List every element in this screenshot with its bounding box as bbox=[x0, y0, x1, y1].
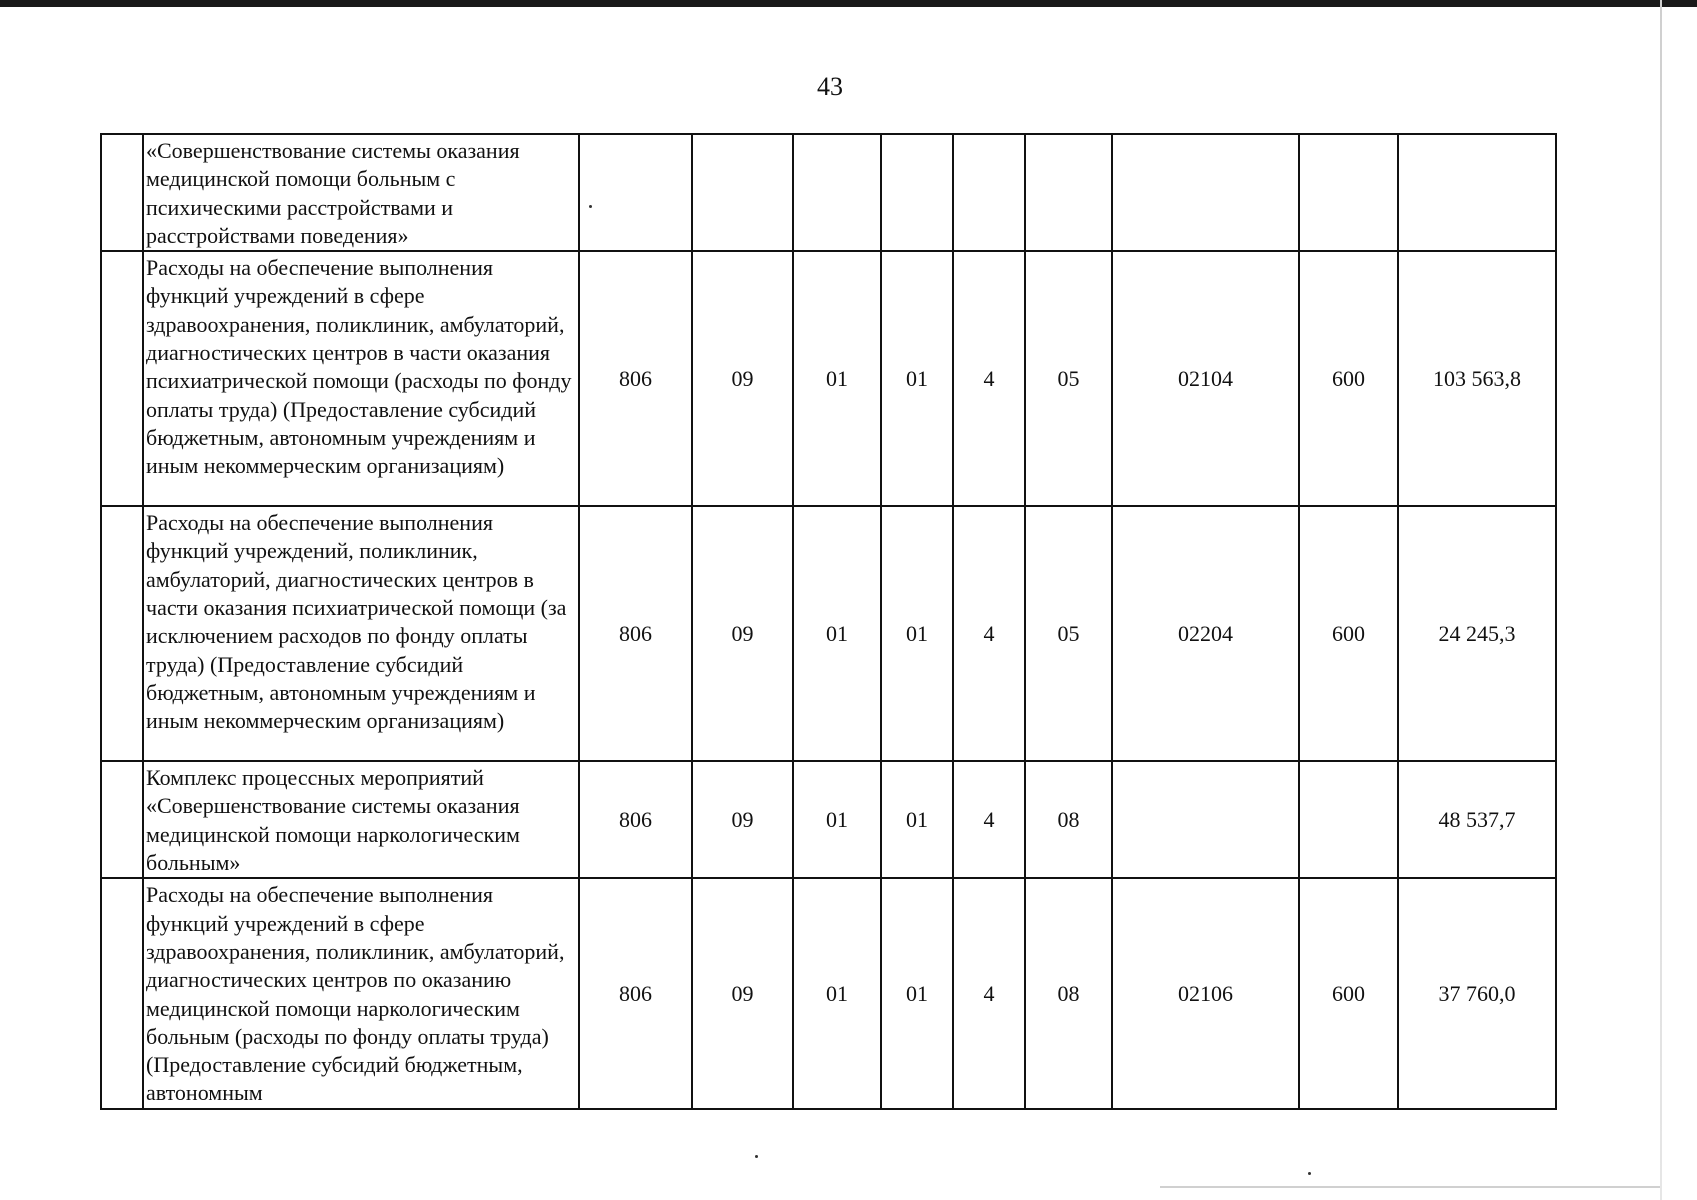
subprogram-code-cell: 4 bbox=[953, 251, 1025, 506]
table-row bbox=[101, 251, 1556, 506]
subsection-cell: 01 bbox=[793, 878, 881, 1108]
section-cell: 09 bbox=[692, 251, 793, 506]
item-name-cell: Расходы на обеспечение выполнения функций учреждений в сфере здравоохранения, поликлиник, амбулаторий, диагностических центров в части оказания психиатрической помощи (расходы по фонду оплаты труда) (Предоставление субсидий бюджетным, автономным учреждениям и иным некоммерческим организациям) bbox=[143, 251, 579, 506]
blank-cell bbox=[101, 761, 143, 878]
direction-code-cell: 02204 bbox=[1112, 506, 1299, 761]
expense-type-cell: 600 bbox=[1299, 251, 1398, 506]
ved-cell bbox=[579, 134, 692, 251]
amount-cell: 48 537,7 bbox=[1398, 761, 1556, 878]
direction-code-cell: 02104 bbox=[1112, 251, 1299, 506]
activity-code-cell bbox=[1025, 134, 1112, 251]
ved-cell: 806 bbox=[579, 878, 692, 1108]
activity-code-cell: 05 bbox=[1025, 506, 1112, 761]
blank-cell bbox=[101, 251, 143, 506]
program-code-cell bbox=[881, 134, 953, 251]
ved-cell: 806 bbox=[579, 251, 692, 506]
section-cell bbox=[692, 134, 793, 251]
item-name-cell: «Совершенствование системы оказания медицинской помощи больным с психическими расстройствами и расстройствами поведения» bbox=[143, 134, 579, 251]
direction-code-cell bbox=[1112, 761, 1299, 878]
section-cell: 09 bbox=[692, 506, 793, 761]
activity-code-cell: 08 bbox=[1025, 761, 1112, 878]
subprogram-code-cell: 4 bbox=[953, 506, 1025, 761]
ved-cell: 806 bbox=[579, 761, 692, 878]
budget-table bbox=[100, 133, 1557, 1110]
program-code-cell: 01 bbox=[881, 506, 953, 761]
section-cell: 09 bbox=[692, 761, 793, 878]
expense-type-cell: 600 bbox=[1299, 506, 1398, 761]
amount-cell: 37 760,0 bbox=[1398, 878, 1556, 1108]
subsection-cell: 01 bbox=[793, 251, 881, 506]
scan-right-edge bbox=[1660, 0, 1662, 1200]
program-code-cell: 01 bbox=[881, 251, 953, 506]
scan-speck bbox=[589, 205, 592, 208]
item-name-cell: Расходы на обеспечение выполнения функций учреждений в сфере здравоохранения, поликлиник, амбулаторий, диагностических центров по оказанию медицинской помощи наркологическим больным (расходы по фонду оплаты труда) (Предоставление субсидий бюджетным, автономным bbox=[143, 878, 579, 1108]
page-number: 43 bbox=[817, 72, 843, 101]
scan-speck bbox=[755, 1155, 758, 1158]
subsection-cell: 01 bbox=[793, 506, 881, 761]
activity-code-cell: 08 bbox=[1025, 878, 1112, 1108]
blank-cell bbox=[101, 506, 143, 761]
blank-cell bbox=[101, 134, 143, 251]
table-row bbox=[101, 761, 1556, 878]
activity-code-cell: 05 bbox=[1025, 251, 1112, 506]
amount-cell: 24 245,3 bbox=[1398, 506, 1556, 761]
ved-cell: 806 bbox=[579, 506, 692, 761]
expense-type-cell: 600 bbox=[1299, 878, 1398, 1108]
program-code-cell: 01 bbox=[881, 878, 953, 1108]
expense-type-cell bbox=[1299, 761, 1398, 878]
subprogram-code-cell: 4 bbox=[953, 761, 1025, 878]
subprogram-code-cell: 4 bbox=[953, 878, 1025, 1108]
table-row bbox=[101, 134, 1556, 251]
blank-cell bbox=[101, 878, 143, 1108]
item-name-cell: Комплекс процессных мероприятий «Совершенствование системы оказания медицинской помощи наркологическим больным» bbox=[143, 761, 579, 878]
table-row bbox=[101, 878, 1556, 1108]
table-row bbox=[101, 506, 1556, 761]
subsection-cell bbox=[793, 134, 881, 251]
subprogram-code-cell bbox=[953, 134, 1025, 251]
program-code-cell: 01 bbox=[881, 761, 953, 878]
direction-code-cell bbox=[1112, 134, 1299, 251]
item-name-cell: Расходы на обеспечение выполнения функций учреждений, поликлиник, амбулаторий, диагностических центров в части оказания психиатрической помощи (за исключением расходов по фонду оплаты труда) (Предоставление субсидий бюджетным, автономным учреждениям и иным некоммерческим организациям) bbox=[143, 506, 579, 761]
amount-cell: 103 563,8 bbox=[1398, 251, 1556, 506]
scan-speck bbox=[1308, 1172, 1311, 1175]
subsection-cell: 01 bbox=[793, 761, 881, 878]
expense-type-cell bbox=[1299, 134, 1398, 251]
amount-cell bbox=[1398, 134, 1556, 251]
scan-top-edge bbox=[0, 0, 1697, 7]
scan-bottom-edge bbox=[1160, 1186, 1660, 1188]
section-cell: 09 bbox=[692, 878, 793, 1108]
direction-code-cell: 02106 bbox=[1112, 878, 1299, 1108]
